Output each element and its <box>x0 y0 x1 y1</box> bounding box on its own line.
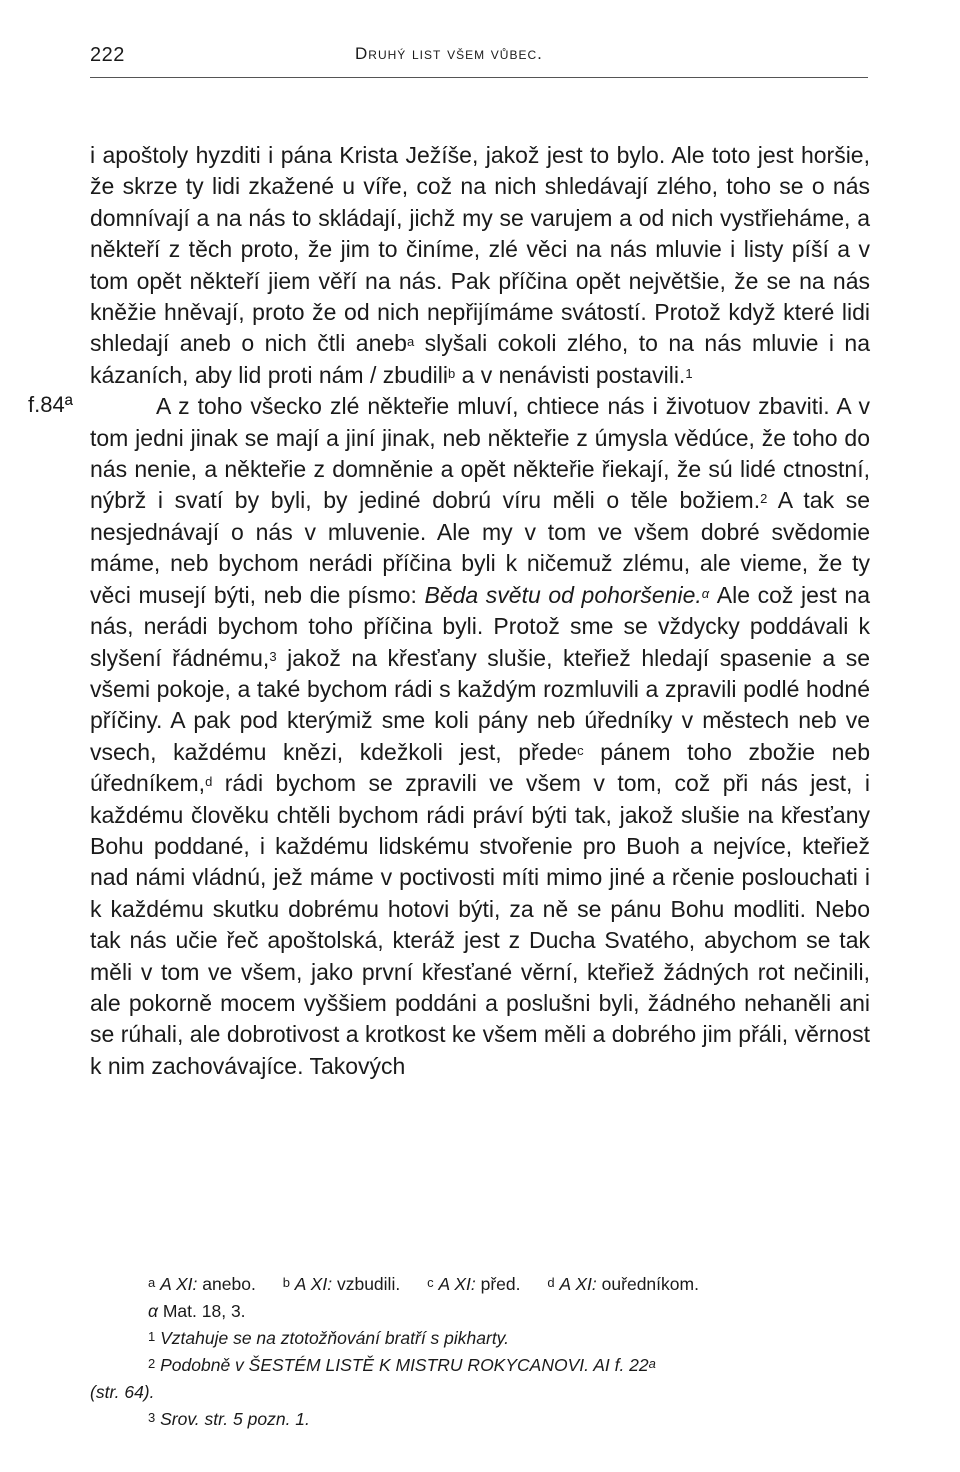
source-siglum: A XI: <box>294 1274 333 1294</box>
footnote-ref: c <box>577 742 584 758</box>
text-run: Ale což jest na nás, nerádi bychom toho příčina byli. Protož sme se vždycky poddávali k slyšení řádnému, <box>90 581 870 671</box>
footnote-text: Podobně v ŠESTÉM LISTĚ K MISTRU ROKYCANOVI. AI f. 22 <box>160 1355 649 1375</box>
footnote-text: Vztahuje se na ztotožňování bratří s pikharty. <box>160 1328 509 1348</box>
text-run: rádi bychom se zpravili ve všem v tom, což při nás jest, i každému člověku chtěli bychom rádi práví býti tak, jakož slušie na křesťany Bohu poddané, i každému lidskému stvořenie pro Buoh a nejvíce, kteřiež nad námi vládnú, jež máme v poctivosti míti mimo jiné a rčenie poslouchati i k každému skutku dobrému hotovi býti, za ně se pánu Bohu modliti. Nebo tak nás učie řeč apoštolská, kteráž jest z Ducha Svatého, abychom se tak měli v tom ve všem, jako první křesťané věrní, kteřiež žádných rot nečinili, ale pokorně mocem vyššiem poddáni a poslušni byli, žádného nehaněli ani se rúhali, ale dobrotivost a krotkost ke všem měli a dobrého jim přáli, věrnost k nim zachovávajíce. Takových <box>90 770 870 1079</box>
text-run: jakož na křesťany slušie, kteřiež hledají spasenie a se všemi pokoje, a také bychom rádi s každým rozmluvili a zpravili podlé hodné příčiny. A pak pod kterýmiž sme koli pány neb úředníky v městech neb ve vsech, každému knězi, kdežkoli jest, přede <box>90 644 871 765</box>
footnote-ref: 3 <box>269 648 277 664</box>
text-run: a v nenávisti postavili. <box>455 361 686 388</box>
source-siglum: A XI: <box>160 1274 198 1294</box>
footnote-3 <box>90 1406 870 1433</box>
scripture-quote: Běda světu od pohoršenie. <box>424 581 702 608</box>
text-run: pánem toho zbožie neb úředníkem, <box>90 738 870 797</box>
scripture-note <box>90 1298 870 1325</box>
footnote-text: vzbudili. <box>336 1274 401 1294</box>
footnote-text: před. <box>480 1274 521 1294</box>
text-run: slyšali cokoli zlého, to na nás mluvie i na kázaních, aby lid proti nám / zbudili <box>90 330 870 388</box>
footnote-text: anebo. <box>202 1274 256 1294</box>
paragraph-1 <box>90 140 870 391</box>
page-header <box>90 44 868 84</box>
footnotes <box>90 1271 870 1433</box>
footnote-ref: 1 <box>685 365 693 381</box>
footnote-text: ouředníkom. <box>601 1274 699 1294</box>
footnote-ref: α <box>701 585 710 601</box>
footnote-ref: b <box>447 365 456 381</box>
footnote-mark: α <box>148 1301 158 1321</box>
footnote-text: (str. 64). <box>90 1382 155 1402</box>
footnote-ref: a <box>406 334 415 350</box>
footnote-mark: c <box>427 1275 434 1290</box>
source-siglum: A XI: <box>559 1274 597 1294</box>
footnote-mark: a <box>148 1275 156 1290</box>
variant-notes <box>90 1271 870 1298</box>
footnote-mark: 3 <box>148 1410 156 1425</box>
footnote-2-continued <box>90 1379 870 1406</box>
footnote-mark: 1 <box>148 1329 156 1344</box>
running-title: Druhý list všem vůbec. <box>355 44 543 63</box>
footnote-text: Mat. 18, 3. <box>162 1301 246 1321</box>
footnote-ref: a <box>648 1356 656 1371</box>
paragraph-2 <box>90 391 870 1082</box>
text-run: i apoštoly hyzditi i pána Krista Ježíše, jakož jest to bylo. Ale toto jest horšie, že skrze ty lidi zkažené u víře, což na nich shledávají zlého, toho se o nás domnívají a na nás to skládají, jichž my se varujem a od nich vystřieháme, a někteří z těch proto, že jim to činíme, zlé věci na nás mluvie i listy píší a v tom opět někteří jiem věří na nás. Pak příčina opět největšie, že se na nás kněžie hněvají, proto že od nich nepřijímáme svátostí. Protož když které lidi shledají aneb o nich čtli aneb <box>90 142 870 357</box>
footnote-mark: d <box>547 1275 555 1290</box>
text-run: A tak se nesjednávají o nás v mluvenie. Ale my v tom ve všem dobré svědomie máme, neb bychom nerádi příčina byli k ničemuž zlému, ale vieme, že ty věci musejí býti, neb die písmo: <box>90 487 870 608</box>
footnote-ref: 2 <box>760 491 768 507</box>
main-text <box>90 140 870 1082</box>
header-rule <box>90 77 868 78</box>
page-number: 222 <box>90 44 125 66</box>
footnote-ref: d <box>205 774 213 790</box>
text-run: A z toho všecko zlé někteřie mluví, chtiece nás i životuov zbaviti. A v tom jedni jinak se mají a jiní jinak, neb někteřie z úmysla vědúce, že toho do nás nenie, a někteřie z domněnie a opět někteřie řiekají, že sú lidé ctnostní, nýbrž i svatí by byli, by jediné dobrú víru měli o těle božiem. <box>90 393 870 514</box>
footnote-1 <box>90 1325 870 1352</box>
source-siglum: A XI: <box>438 1274 476 1294</box>
footnote-mark: 2 <box>148 1356 156 1371</box>
footnote-mark: b <box>282 1275 290 1290</box>
footnote-text: Srov. str. 5 pozn. 1. <box>160 1409 310 1429</box>
margin-folio-note: f.84ª <box>28 392 73 417</box>
footnote-2 <box>90 1352 870 1379</box>
